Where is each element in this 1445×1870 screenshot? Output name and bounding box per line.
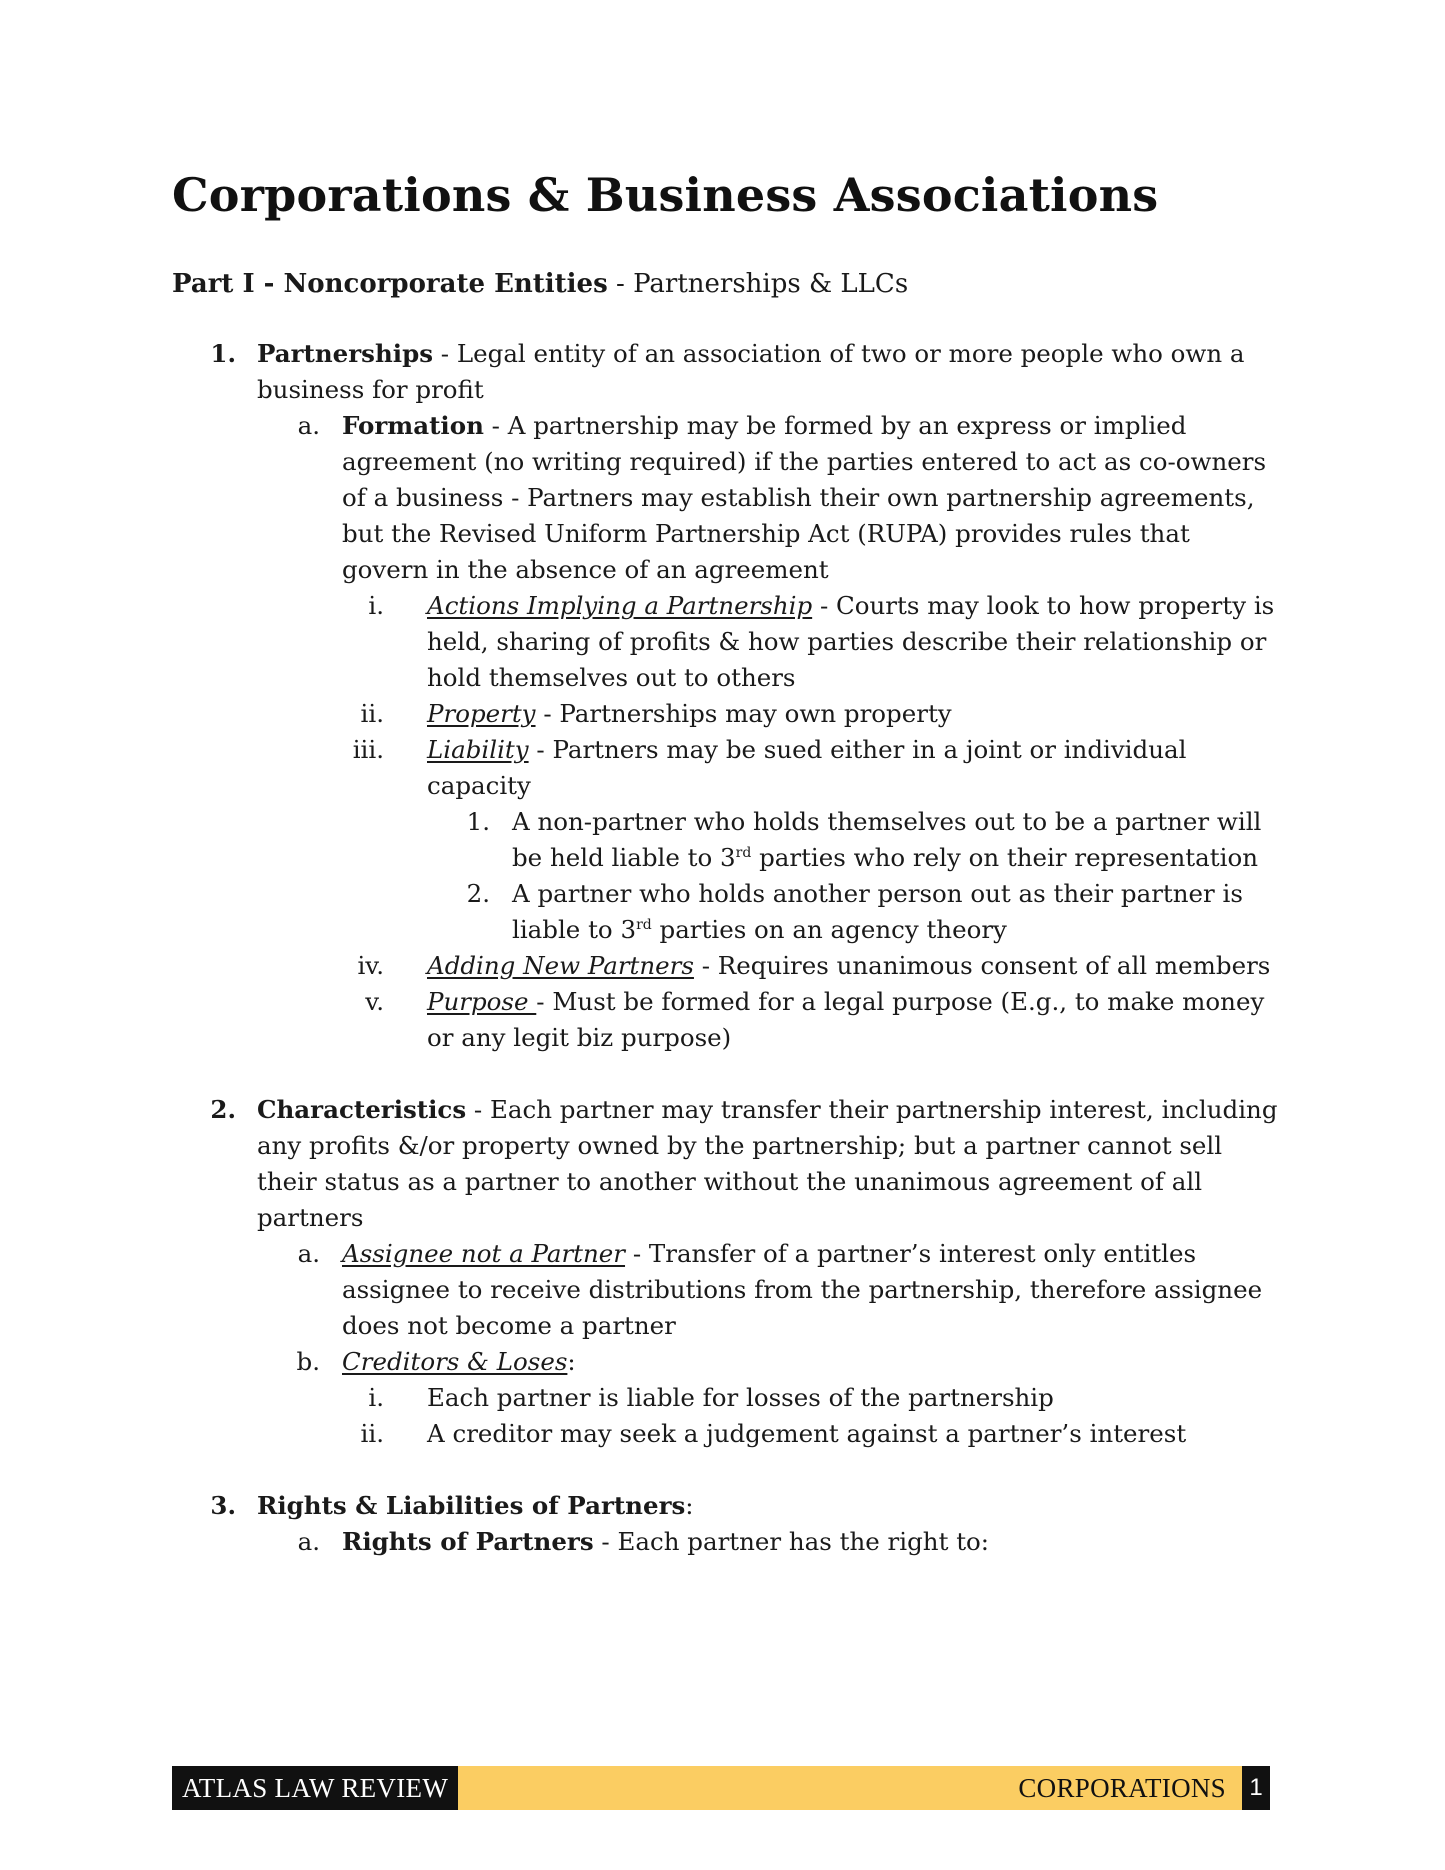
list-number: 3. <box>210 1491 236 1520</box>
list-letter: b. <box>296 1347 320 1376</box>
definition: - Requires unanimous consent of all members <box>693 951 1271 980</box>
list-letter: a. <box>297 1239 320 1268</box>
term: Creditors & Loses <box>342 1347 568 1376</box>
liability-point-1 <box>172 804 1282 876</box>
definition: - Courts may look to how property is held, sharing of profits & how parties describe their relationship or hold themselves out to others <box>427 591 1275 692</box>
part-subtitle: - Partnerships & LLCs <box>607 269 909 299</box>
list-roman: i. <box>368 591 384 620</box>
list-number: 2. <box>466 879 490 908</box>
term: Actions Implying a Partnership <box>427 591 813 620</box>
term: Characteristics <box>257 1095 467 1124</box>
item-formation <box>172 408 1282 588</box>
term: Rights & Liabilities of Partners <box>257 1491 686 1520</box>
text: Each partner is liable for losses of the partnership <box>427 1383 1054 1412</box>
list-number: 2. <box>210 1095 236 1124</box>
list-letter: a. <box>297 1527 320 1556</box>
definition: - Each partner has the right to: <box>593 1527 990 1556</box>
definition: : <box>567 1347 576 1376</box>
creditors-point-1 <box>172 1380 1282 1416</box>
superscript: rd <box>636 917 652 933</box>
part-label: Part I - Noncorporate Entities <box>172 269 608 299</box>
definition: - Partners may be sued either in a joint or individual capacity <box>427 735 1187 800</box>
outline <box>172 336 1282 1560</box>
definition: - A partnership may be formed by an express or implied agreement (no writing required) if the parties entered to act as co-owners of a business - Partners may establish their own partnership agreements, but the Revised Uniform Partnership Act (RUPA) provides rules that govern in the absence of an agreement <box>342 411 1267 584</box>
item-rights-of-partners <box>172 1524 1282 1560</box>
item-purpose <box>172 984 1282 1056</box>
term: Assignee not a Partner <box>342 1239 626 1268</box>
item-adding-partners <box>172 948 1282 984</box>
text: A non-partner who holds themselves out to be a partner will be held liable to 3 <box>512 807 1262 872</box>
term: Purpose <box>427 987 537 1016</box>
list-number: 1. <box>210 339 236 368</box>
definition: - Legal entity of an association of two or more people who own a business for profit <box>257 339 1245 404</box>
item-property <box>172 696 1282 732</box>
footer-publisher: ATLAS LAW REVIEW <box>172 1766 458 1810</box>
list-number: 1. <box>466 807 490 836</box>
footer-section-title: CORPORATIONS <box>1018 1772 1226 1803</box>
term: Formation <box>342 411 484 440</box>
term: Rights of Partners <box>342 1527 594 1556</box>
page-number: 1 <box>1242 1766 1270 1810</box>
section-rights-liabilities <box>172 1488 1282 1524</box>
term: Partnerships <box>257 339 434 368</box>
item-assignee <box>172 1236 1282 1344</box>
page-title: Corporations & Business Associations <box>172 168 1159 222</box>
liability-point-2 <box>172 876 1282 948</box>
term: Liability <box>427 735 529 764</box>
part-heading <box>172 266 908 302</box>
text: parties who rely on their representation <box>751 843 1258 872</box>
text: A partner who holds another person out as their partner is liable to 3 <box>512 879 1243 944</box>
section-partnerships <box>172 336 1282 408</box>
item-creditors <box>172 1344 1282 1380</box>
definition: - Each partner may transfer their partnership interest, including any profits &/or property owned by the partnership; but a partner cannot sell their status as a partner to another without the unanimous agreement of all partners <box>257 1095 1278 1232</box>
spacer <box>172 1452 1282 1488</box>
item-actions-implying <box>172 588 1282 696</box>
list-roman: iii. <box>352 735 384 764</box>
definition: : <box>685 1491 694 1520</box>
item-liability <box>172 732 1282 804</box>
text: A creditor may seek a judgement against a partner’s interest <box>427 1419 1187 1448</box>
superscript: rd <box>735 845 752 861</box>
definition: - Partnerships may own property <box>535 699 952 728</box>
term: Adding New Partners <box>427 951 694 980</box>
footer-right <box>1018 1766 1270 1810</box>
list-roman: ii. <box>360 699 384 728</box>
page-footer <box>172 1766 1270 1810</box>
creditors-point-2 <box>172 1416 1282 1452</box>
definition: - Transfer of a partner’s interest only entitles assignee to receive distributions from the partnership, therefore assignee does not become a partner <box>342 1239 1263 1340</box>
text: parties on an agency theory <box>651 915 1007 944</box>
list-roman: iv. <box>357 951 384 980</box>
list-roman: v. <box>365 987 384 1016</box>
term: Property <box>427 699 536 728</box>
spacer <box>172 1056 1282 1092</box>
list-roman: ii. <box>360 1419 384 1448</box>
definition: - Must be formed for a legal purpose (E.g., to make money or any legit biz purpose) <box>427 987 1265 1052</box>
list-letter: a. <box>297 411 320 440</box>
section-characteristics <box>172 1092 1282 1236</box>
list-roman: i. <box>368 1383 384 1412</box>
